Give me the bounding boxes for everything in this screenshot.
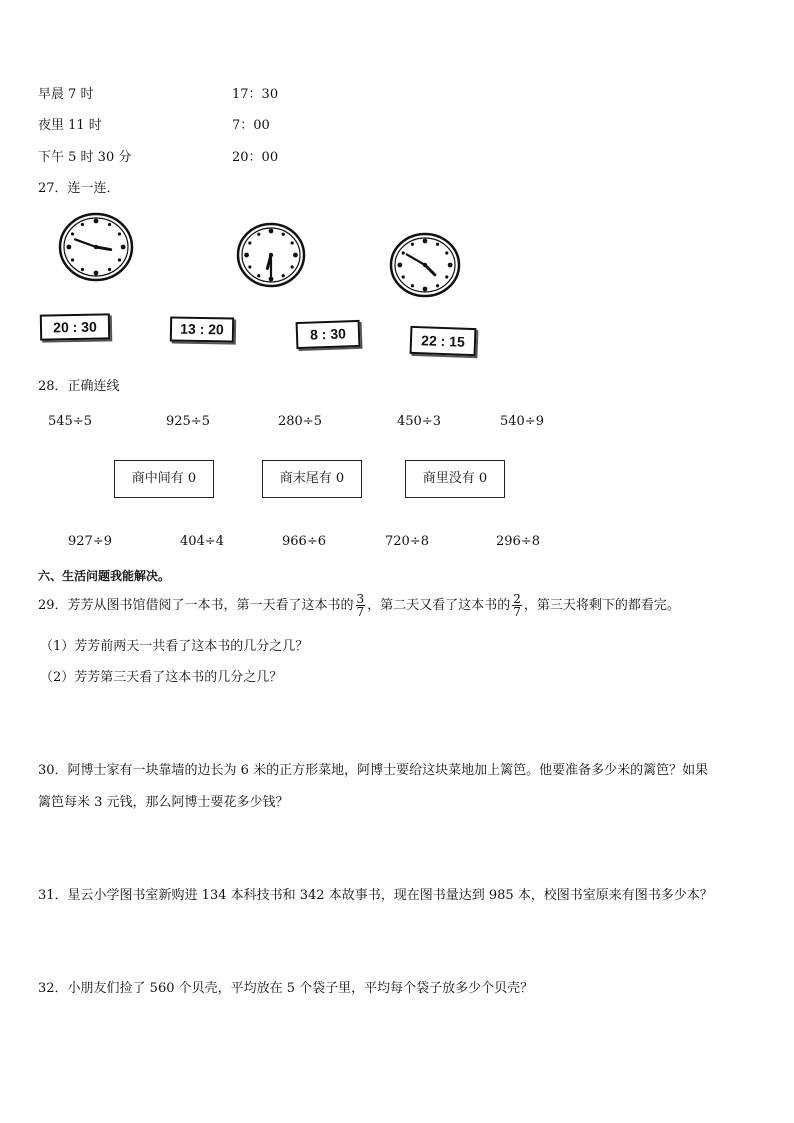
clock-hour-mark xyxy=(436,243,439,246)
clock-hour-mark xyxy=(445,275,448,278)
clock-hour-mark xyxy=(402,275,405,278)
clock-hour-mark xyxy=(269,229,274,234)
time-right-3: 20：00 xyxy=(232,150,279,165)
question-29-sub-1: （1）芳芳前两天一共看了这本书的几分之几？ xyxy=(40,639,309,654)
clock-hour-mark xyxy=(397,263,402,268)
question-30-line-2: 篱笆每米 3 元钱，那么阿博士要花多少钱？ xyxy=(38,795,289,810)
division-bottom-2: 404÷4 xyxy=(180,534,224,549)
time-right-1: 17：30 xyxy=(232,87,279,102)
time-left-2: 夜里 11 时 xyxy=(38,118,102,133)
clock-hour-mark xyxy=(94,219,99,224)
clock-hour-mark xyxy=(411,243,414,246)
clock-hour-mark xyxy=(118,258,121,261)
clock-center xyxy=(423,263,427,267)
category-box-1: 商中间有 0 xyxy=(114,460,214,498)
division-top-3: 280÷5 xyxy=(278,414,322,429)
clock-hour-mark xyxy=(257,274,260,277)
fraction-1-denominator: 7 xyxy=(356,605,365,619)
clock-hour-mark xyxy=(67,245,72,250)
clock-hour-mark xyxy=(118,232,121,235)
question-29-sub-2: （2）芳芳第三天看了这本书的几分之几？ xyxy=(40,670,283,685)
digital-time-3: 8 : 30 xyxy=(296,320,361,349)
clock-hour-mark xyxy=(291,241,294,244)
clock-center xyxy=(94,245,98,249)
clock-hour-mark xyxy=(291,265,294,268)
division-bottom-1: 927÷9 xyxy=(68,534,112,549)
fraction-3-7 xyxy=(356,593,366,618)
clock-hour-mark xyxy=(71,232,74,235)
clock-hour-mark xyxy=(257,233,260,236)
question-29-text-a: 29．芳芳从图书馆借阅了一本书，第一天看了这本书的 xyxy=(38,598,354,613)
clock-hour-mark xyxy=(108,223,111,226)
division-bottom-5: 296÷8 xyxy=(496,534,540,549)
clock-center xyxy=(269,253,273,257)
digital-time-1: 20 : 30 xyxy=(40,313,110,340)
clock-hour-mark xyxy=(248,265,251,268)
category-box-3: 商里没有 0 xyxy=(405,460,505,498)
question-27-title: 27．连一连． xyxy=(38,181,120,196)
question-30-line-1: 30．阿博士家有一块靠墙的边长为 6 米的正方形菜地，阿博士要给这块菜地加上篱笆。他要准备多少米的篱笆？如果 xyxy=(38,763,709,778)
division-top-2: 925÷5 xyxy=(166,414,210,429)
section-6-title: 六、生活问题我能解决。 xyxy=(38,569,171,583)
question-29-text-b: ，第二天又看了这本书的 xyxy=(367,598,511,613)
clock-hour-mark xyxy=(81,268,84,271)
category-box-2: 商末尾有 0 xyxy=(262,460,362,498)
clock-hour-mark xyxy=(402,251,405,254)
fraction-1-numerator: 3 xyxy=(356,592,365,606)
clock-hour-mark xyxy=(81,223,84,226)
fraction-2-denominator: 7 xyxy=(513,605,521,619)
fraction-2-numerator: 2 xyxy=(513,592,521,606)
clock-hour-mark xyxy=(423,287,428,292)
clock-hour-mark xyxy=(423,239,428,244)
clock-hour-mark xyxy=(448,263,453,268)
clock-hour-mark xyxy=(282,233,285,236)
division-bottom-3: 966÷6 xyxy=(282,534,326,549)
clock-hour-mark xyxy=(244,253,249,258)
question-31: 31．星云小学图书室新购进 134 本科技书和 342 本故事书，现在图书量达到 985 本，校图书室原来有图书多少本？ xyxy=(38,888,713,903)
time-left-1: 早晨 7 时 xyxy=(38,87,94,102)
clock-hour-mark xyxy=(121,245,126,250)
division-top-4: 450÷3 xyxy=(397,414,441,429)
division-top-1: 545÷5 xyxy=(48,414,92,429)
clock-icon-1 xyxy=(58,212,134,282)
question-28-title: 28．正确连线 xyxy=(38,379,120,394)
clock-hour-mark xyxy=(71,258,74,261)
digital-time-2: 13 : 20 xyxy=(170,316,234,342)
question-29 xyxy=(38,591,680,621)
question-29-text-c: ，第三天将剩下的都看完。 xyxy=(523,598,680,613)
clock-hour-mark xyxy=(436,284,439,287)
clock-hour-mark xyxy=(282,274,285,277)
division-top-5: 540÷9 xyxy=(500,414,544,429)
clock-icon-2 xyxy=(236,222,306,288)
fraction-2-7 xyxy=(512,593,522,618)
clock-hour-mark xyxy=(94,271,99,276)
digital-time-4: 22 : 15 xyxy=(410,326,477,356)
clock-hour-mark xyxy=(293,253,298,258)
clock-hour-mark xyxy=(269,277,274,282)
time-right-2: 7：00 xyxy=(232,118,270,133)
clock-hour-mark xyxy=(248,241,251,244)
clock-hour-mark xyxy=(445,251,448,254)
time-left-3: 下午 5 时 30 分 xyxy=(38,150,132,165)
clock-icon-3 xyxy=(389,232,461,298)
question-32: 32．小朋友们捡了 560 个贝壳，平均放在 5 个袋子里，平均每个袋子放多少个贝壳？ xyxy=(38,981,534,996)
clock-hour-mark xyxy=(411,284,414,287)
clock-hour-mark xyxy=(108,268,111,271)
division-bottom-4: 720÷8 xyxy=(385,534,429,549)
